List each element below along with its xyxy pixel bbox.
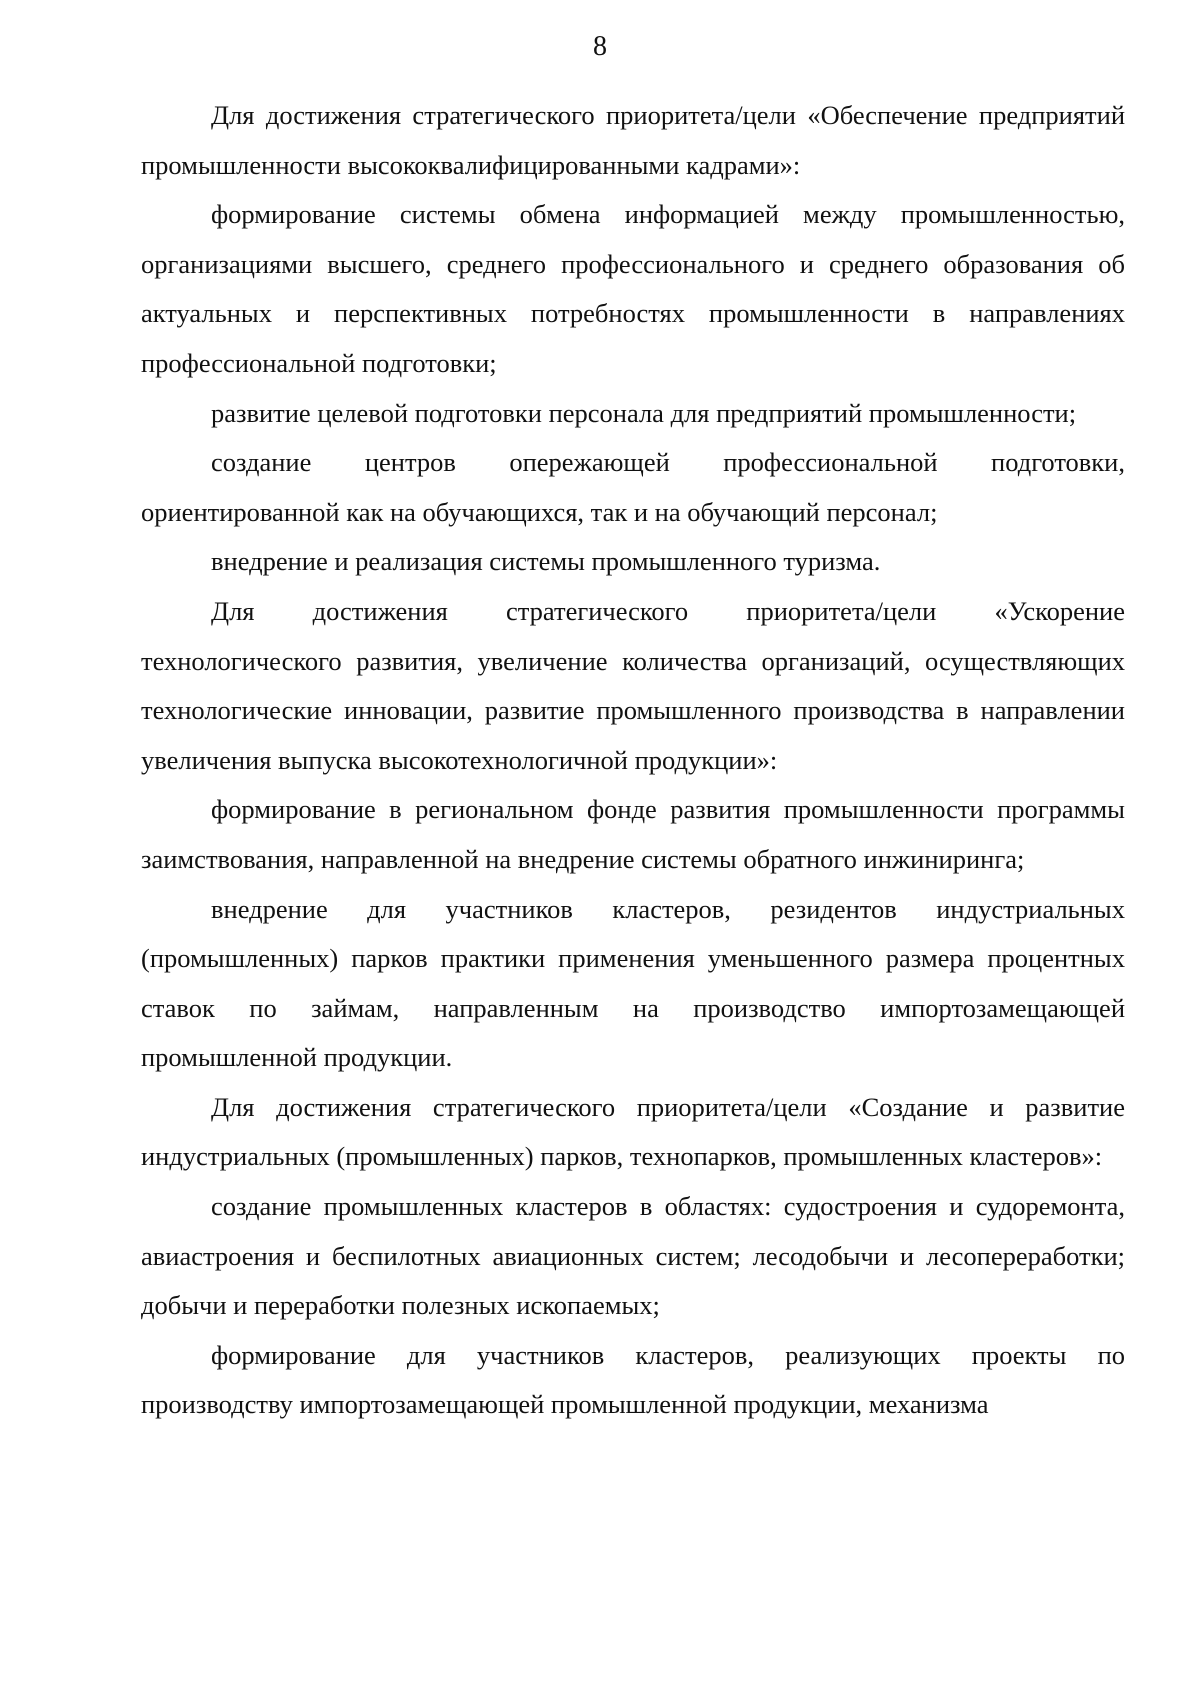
paragraph-reduced-rates: внедрение для участников кластеров, резидентов индустриальных (промышленных) парков практики применения уменьшенного размера процентных ставок по займам, направленным на производство импортозамещающей промышленной продукции.	[141, 893, 1125, 1073]
paragraph-targeted-training: развитие целевой подготовки персонала для предприятий промышленности;	[211, 397, 1077, 428]
paragraph-cluster-mechanism: формирование для участников кластеров, реализующих проекты по производству импортозамещающей промышленной продукции, механизма	[141, 1339, 1125, 1420]
paragraph-borrowing-program: формирование в региональном фонде развития промышленности программы заимствования, направленной на внедрение системы обратного инжиниринга;	[141, 794, 1125, 874]
paragraph-goal-parks-clusters: Для достижения стратегического приоритета/цели «Создание и развитие индустриальных (промышленных) парков, технопарков, промышленных кластеров»:	[141, 1091, 1125, 1172]
paragraph-cluster-creation: создание промышленных кластеров в областях: судостроения и судоремонта, авиастроения и беспилотных авиационных систем; лесодобычи и лесопереработки; добычи и переработки полезных ископаемых;	[141, 1191, 1125, 1321]
paragraph-info-exchange: формирование системы обмена информацией между промышленностью, организациями высшего, среднего профессионального и среднего образования об актуальных и перспективных потребностях промышленности в направлениях профессиональной подготовки;	[141, 199, 1125, 378]
page-number: 8	[593, 31, 607, 62]
paragraph-goal-personnel: Для достижения стратегического приоритета/цели «Обеспечение предприятий промышленности высококвалифицированными кадрами»:	[141, 100, 1125, 180]
paragraph-training-centers: создание центров опережающей профессиональной подготовки, ориентированной как на обучающихся, так и на обучающий персонал;	[141, 447, 1125, 527]
document-body	[141, 91, 1125, 1430]
paragraph-industrial-tourism: внедрение и реализация системы промышленного туризма.	[211, 546, 881, 577]
paragraph-goal-technology: Для достижения стратегического приоритета/цели «Ускорение технологического развития, увеличение количества организаций, осуществляющих технологические инновации, развитие промышленного производства в направлении увеличения выпуска высокотехнологичной продукции»:	[141, 595, 1125, 775]
